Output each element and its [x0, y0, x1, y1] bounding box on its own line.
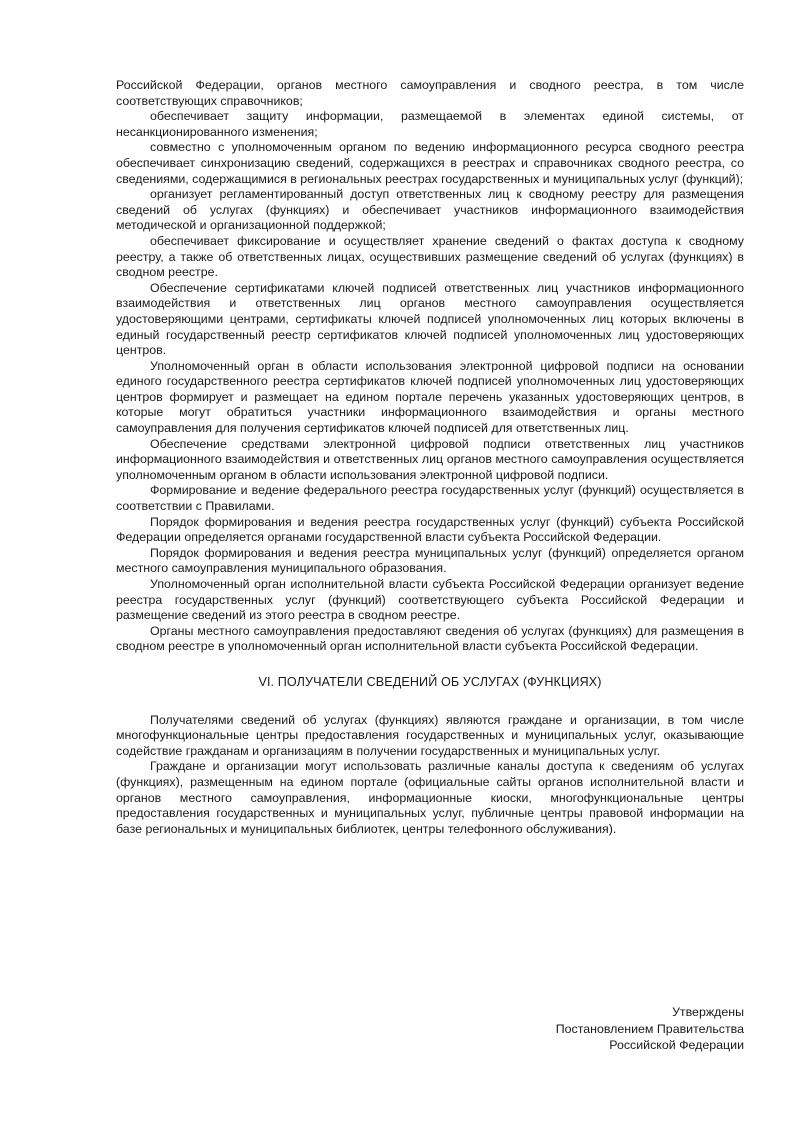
paragraph: обеспечивает защиту информации, размещаемой в элементах единой системы, от несанкционированного изменения; [116, 109, 744, 139]
section-heading: VI. ПОЛУЧАТЕЛИ СВЕДЕНИЙ ОБ УСЛУГАХ (ФУНКЦИЯХ) [258, 674, 602, 689]
paragraph: Формирование и ведение федерального реестра государственных услуг (функций) осуществляется в соответствии с Правилами. [116, 483, 744, 514]
paragraph: Обеспечение средствами электронной цифровой подписи ответственных лиц участников информационного взаимодействия и ответственных лиц органов местного самоуправления осуществляется уполномоченным органом в области использования электронной цифровой подписи. [116, 436, 744, 482]
paragraph: Обеспечение сертификатами ключей подписей ответственных лиц участников информационного взаимодействия и ответственных лиц органов местного самоуправления осуществляется удостоверяющими центрами, сертификаты ключей подписей уполномоченных лиц которых включены в единый государственный реестр сертификатов ключей подписей уполномоченных лиц удостоверяющих центров. [116, 280, 744, 358]
approval-line: Российской Федерации [609, 1038, 744, 1052]
paragraph: обеспечивает фиксирование и осуществляет хранение сведений о фактах доступа к сводному реестру, а также об ответственных лицах, осуществивших размещение сведений об услугах (функциях) в сводном реестре. [116, 233, 744, 280]
paragraph: Порядок формирования и ведения реестра муниципальных услуг (функций) определяется органом местного самоуправления муниципального образования. [116, 545, 744, 576]
approval-stamp [556, 1004, 744, 1054]
paragraph: Граждане и организации могут использовать различные каналы доступа к сведениям об услугах (функциях), размещенным на едином портале (официальные сайты органов исполнительной власти и органов местного самоуправления, информационные киоски, многофункциональные центры предоставления государственных и муниципальных услуг, публичные центры правовой информации на базе региональных и муниципальных библиотек, центры телефонного обслуживания). [116, 759, 744, 836]
paragraph: Уполномоченный орган исполнительной власти субъекта Российской Федерации организует ведение реестра государственных услуг (функций) соответствующего субъекта Российской Федерации и размещение сведений из этого реестра в сводном реестре. [116, 577, 744, 623]
paragraph: Порядок формирования и ведения реестра государственных услуг (функций) субъекта Российской Федерации определяется органами государственной власти субъекта Российской Федерации. [116, 514, 744, 545]
approval-line: Постановлением Правительства [555, 1021, 744, 1036]
paragraph: Органы местного самоуправления предоставляют сведения об услугах (функциях) для размещения в сводном реестре в уполномоченный орган исполнительной власти субъекта Российской Федерации. [116, 623, 744, 654]
paragraph: Российской Федерации, органов местного самоуправления и сводного реестра, в том числе соответствующих справочников; [116, 78, 744, 108]
paragraph: Получателями сведений об услугах (функциях) являются граждане и организации, в том числе многофункциональные центры предоставления государственных и муниципальных услуг, оказывающие содействие гражданам и организациям в получении государственных и муниципальных услуг. [116, 712, 744, 758]
document-body [116, 78, 744, 837]
approval-line: Утверждены [672, 1005, 744, 1019]
paragraph: организует регламентированный доступ ответственных лиц к сводному реестру для размещения сведений об услугах (функциях) и обеспечивает участников информационного взаимодействия методической и организационной поддержкой; [116, 187, 744, 233]
paragraph: Уполномоченный орган в области использования электронной цифровой подписи на основании единого государственного реестра сертификатов ключей подписей уполномоченных лиц удостоверяющих центров формирует и размещает на едином портале перечень указанных удостоверяющих центров, в которые могут обратиться участники информационного взаимодействия и органы местного самоуправления для получения сертификатов ключей подписей для ответственных лиц. [116, 358, 744, 436]
paragraph: совместно с уполномоченным органом по ведению информационного ресурса сводного реестра обеспечивает синхронизацию сведений, содержащихся в реестрах и справочниках сводного реестра, со сведениями, содержащимися в региональных реестрах государственных и муниципальных услуг (функций); [116, 140, 744, 186]
